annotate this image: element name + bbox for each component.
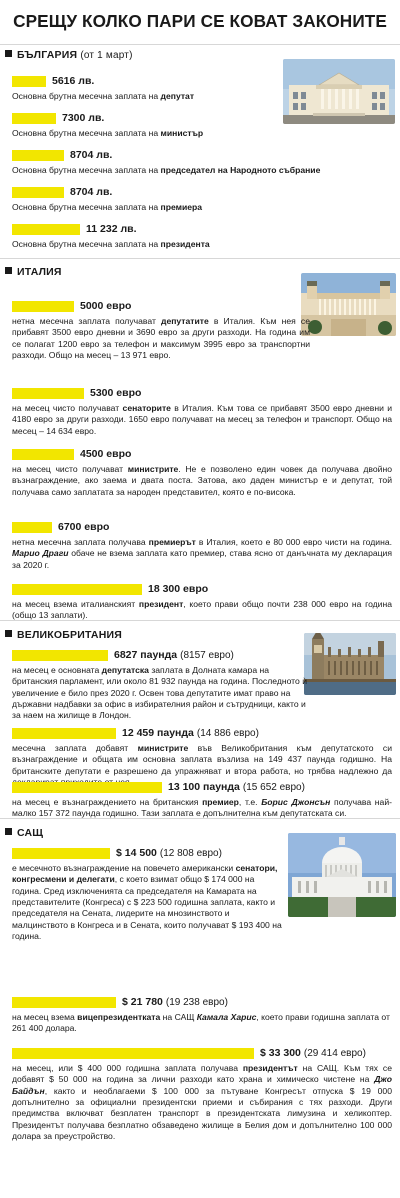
salary-description: Основна брутна месечна заплата на депутат — [12, 91, 195, 101]
highlight-bar — [12, 113, 56, 124]
section-heading: ВЕЛИКОБРИТАНИЯ — [5, 629, 122, 643]
salary-amount: 7300 лв. — [62, 111, 105, 124]
salary-amount: 4500 евро — [80, 447, 132, 460]
section-heading: САЩ — [5, 827, 43, 841]
highlight-bar — [12, 150, 64, 161]
vittoriano-photo — [301, 273, 396, 336]
highlight-bar — [12, 224, 80, 235]
salary-description: Основна брутна месечна заплата на президента — [12, 239, 210, 249]
salary-amount: $ 33 300 — [260, 1046, 301, 1059]
salary-amount: $ 14 500 — [116, 846, 157, 859]
entry-bg-minister — [12, 112, 203, 139]
highlight-bar — [12, 301, 74, 312]
salary-amount: 6827 паунда — [114, 648, 178, 661]
entry-bg-mp — [12, 75, 194, 102]
salary-amount: 5616 лв. — [52, 74, 95, 87]
salary-description: Основна брутна месечна заплата на премиера — [12, 202, 203, 212]
entry-it-ministers — [12, 448, 392, 498]
salary-description: на месец чисто получават сенаторите в Италия. Към това се прибавят 3500 евро дневни и 4180 евро за други разходи. 1650 евро получават на месец за телефон и транспорт. Общо на месец – 14 634 евро. — [12, 403, 392, 436]
salary-description: на месец чисто получават министрите. Не е позволено един човек да получава двойно възнаграждение, ако заема и двата поста. Затова, ако даден министър е и депутат, той получава само заплатата за народен представител, която е по-висока. — [12, 464, 392, 497]
entry-uk-pm: 13 100 паунда (15 652 евро) на месец е възнаграждението на британския премиер, т.е. Борис Джонсън получава най-малко 157 372 паунда годишно. Тази заплата е допълнителна към депутатската си. — [12, 780, 392, 819]
salary-description: Основна брутна месечна заплата на министър — [12, 128, 204, 138]
section-bulgaria — [0, 44, 400, 257]
capitol-photo — [288, 833, 396, 917]
highlight-bar — [12, 782, 162, 793]
salary-description: месечна заплата добавят министрите във Великобритания към депутатското си възнаграждение и общата им основна заплата възлиза на 149 437 паунда годишно. На британските депутати е разрешено да упражняват и втора работа, но трябва надлежно да — [12, 743, 392, 776]
westminster-photo — [304, 633, 396, 695]
entry-us-president: $ 33 300 (29 414 евро) на месец, или $ 400 000 годишна заплата получава президентът на САЩ. Към тях се добавят $ 50 000 на година за лични разходи като храна и химическо чистене на Джо Байдън, както и необлагаеми $ 100 000 за пътуване Конгресът отпуска $ 19 000 допълнително за официални президентски приеми и събирания с тях разходи. Други предимства включват безплатен транспорт в президентската лимузина и хеликоптер. Президентът получава безплатно обзаведено жилище в Белия дом и допълнително 100 000 долара за преустройство. — [12, 1046, 392, 1142]
entry-bg-speaker — [12, 149, 320, 176]
section-italy — [0, 258, 400, 620]
entry-it-pm — [12, 521, 392, 571]
salary-amount: 18 300 евро — [148, 582, 209, 595]
section-uk — [0, 620, 400, 819]
salary-description: на месец е възнаграждението на британския премиер, т.е. Борис Джонсън получава най-малко 157 372 паунда годишно. Тази заплата е допълнителна към депутатската си. — [12, 797, 392, 819]
entry-it-mp — [12, 300, 310, 361]
salary-description: Основна брутна месечна заплата на председател на Народното събрание — [12, 165, 321, 175]
entry-bg-pm — [12, 186, 202, 213]
entry-uk-ministers: 12 459 паунда (14 886 евро) месечна заплата добавят министрите във Великобритания към депутатското си възнаграждение и общата им основна заплата възлиза на 149 437 паунда годишно. На британските депутати е разрешено да упражняват и втора работа, но трябва надлежно да — [12, 727, 392, 788]
salary-amount: 5000 евро — [80, 299, 132, 312]
salary-description: на месец взема вицепрезидентката на САЩ Камала Харис, което прави годишна заплата от 261 400 долара. — [12, 1012, 390, 1034]
entry-us-vp: $ 21 780 (19 238 евро) на месец взема вицепрезидентката на САЩ Камала Харис, което прави годишна заплата от 261 400 долара. — [12, 996, 392, 1035]
highlight-bar — [12, 522, 52, 533]
salary-amount: 11 232 лв. — [86, 222, 137, 235]
highlight-bar — [12, 76, 46, 87]
entry-bg-president — [12, 223, 210, 250]
highlight-bar — [12, 728, 116, 739]
salary-description: е месечното възнаграждение на повечето американски сенатори, конгресмени и делегати, с което взимат общо $ 174 000 на година. Сред изключенията са председателя на Камарата на представителите (Конгреса) с $ 223 500 годишна заплата, както и председателя на Сената, лидерите на мнозинството и малцинството в Конгреса и в Сената, които получават $ 193 400 на година. — [12, 863, 282, 942]
highlight-bar — [12, 584, 142, 595]
salary-amount: 8704 лв. — [70, 185, 113, 198]
highlight-bar — [12, 187, 64, 198]
entry-it-president — [12, 583, 392, 622]
entry-it-senators — [12, 387, 392, 437]
salary-amount: 5300 евро — [90, 386, 142, 399]
highlight-bar — [12, 388, 84, 399]
salary-description: на месец е основната депутатска заплата в Долната камара на британския парламент, или около 81 932 паунда на година. Последното ѝ увеличение е било през 2020 г. Освен това депутатите имат право на държавни надбавки за офис в избирателния район и сътрудници, както и за наем на жилище в Лондон. — [12, 665, 307, 721]
highlight-bar — [12, 997, 116, 1008]
section-usa — [0, 818, 400, 1198]
highlight-bar — [12, 650, 108, 661]
highlight-bar — [12, 848, 110, 859]
salary-amount: 13 100 паунда — [168, 780, 240, 793]
salary-description: на месец, или $ 400 000 годишна заплата получава президентът на САЩ. Към тях се добавят $ 50 000 на година за лични разходи като храна и химическо чистене на Джо Байдън, както и необлагаеми $ 100 000 за пътуване Конгресът отпуска $ 19 000 допълнително за официални президентски приеми и събирания с тях разходи. Други предимства включват безплатен транспорт в президентската лимузина и хеликоптер. Президентът получава безплатно обзаведено жилище в Белия дом и допълнително 100 000 долара за преустройство. — [12, 1063, 392, 1142]
section-heading: ИТАЛИЯ — [5, 266, 62, 280]
salary-description: нетна месечна заплата получава премиерът в Италия, което е 80 000 евро чисти на година. Марио Драги обаче не взема заплата като премиер, става ясно от данъчната му декларация за 2020 г. — [12, 537, 393, 570]
salary-description: нетна месечна заплата получават депутатите в Италия. Към нея се прибавят 3500 евро дневни и 3690 евро за други разходи. На година им се полагат 1200 евро за телефон и максимум 3995 евро за транспортни разходи. Общо на месец – 13 971 евро. — [12, 316, 311, 361]
parliament-photo — [283, 59, 395, 124]
salary-description: на месец взема италианският президент, което прави общо почти 238 000 евро на година (общо 13 заплати). — [12, 599, 393, 621]
page-title: СРЕЩУ КОЛКО ПАРИ СЕ КОВАТ ЗАКОНИТЕ — [13, 11, 387, 31]
salary-amount: $ 21 780 — [122, 995, 163, 1008]
entry-uk-mp: 6827 паунда (8157 евро) на месец е основната депутатска заплата в Долната камара на британския парламент, или около 81 932 паунда на година. Последното ѝ увеличение е било през 2020 г. Освен това депутатите имат право на държавни надбавки за офис в избирателния район и сътрудници, както и за наем на жилище в Лондон. — [12, 649, 312, 722]
entry-us-congress: $ 14 500 (12 808 евро) е месечното възнаграждение на повечето американски сенатори, конгресмени и делегати, с което взимат общо $ 174 000 на година. Сред изключенията са председателя на Камарата на представителите (Конгреса) с $ 223 500 годишна заплата, както и председателя на Сената, лидерите на мнозинството и малцинството в Конгреса и в Сената, които получават $ 193 400 на година. — [12, 847, 286, 942]
salary-amount: 8704 лв. — [70, 148, 113, 161]
salary-amount: 12 459 паунда — [122, 726, 194, 739]
highlight-bar — [12, 1048, 254, 1059]
highlight-bar — [12, 449, 74, 460]
salary-amount: 6700 евро — [58, 520, 110, 533]
section-heading: БЪЛГАРИЯ (от 1 март) — [5, 49, 133, 63]
